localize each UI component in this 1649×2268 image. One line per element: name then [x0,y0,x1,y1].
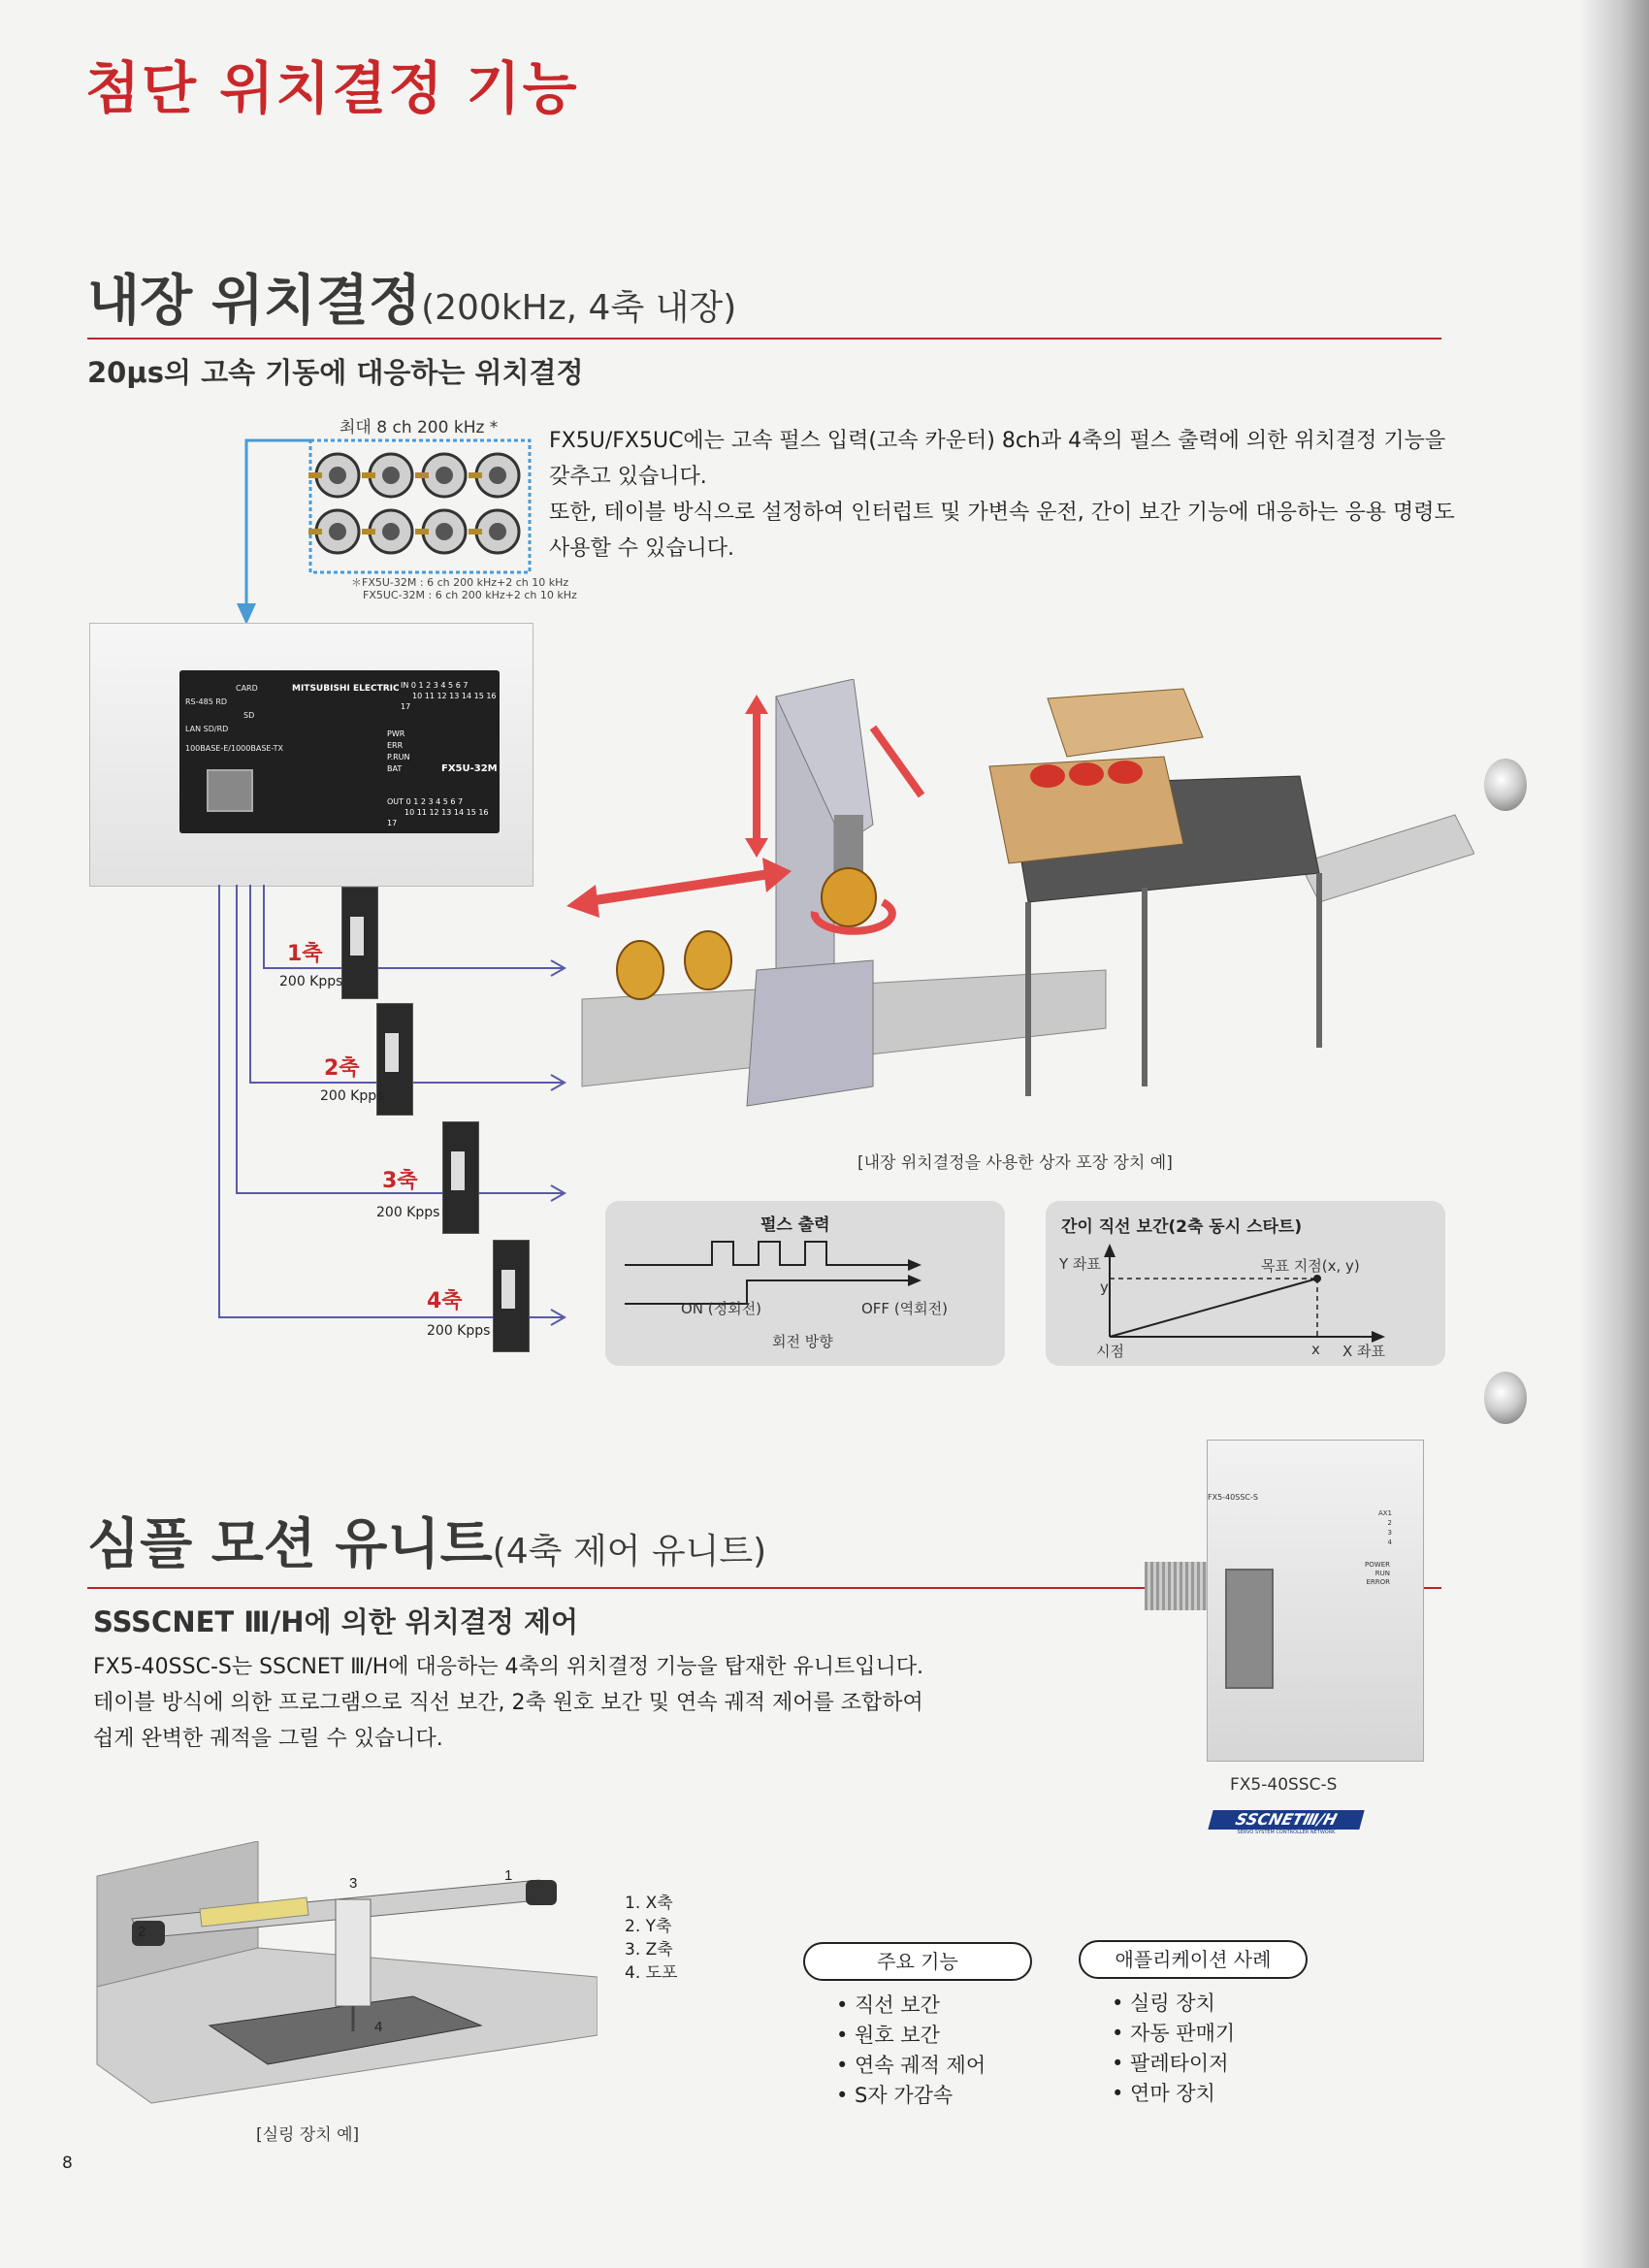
plc-input-leds [401,680,500,712]
binder-hole [1484,1372,1527,1424]
encoder-icon [469,454,519,497]
encoder-footnote [351,576,577,601]
module-led: 3 [1387,1529,1392,1537]
application-item: • 팔레타이저 [1112,2052,1229,2075]
axis2-label: 2축 [324,1056,360,1081]
jar [617,941,663,999]
held-jar [822,868,876,926]
plc-io-top: 0 1 2 3 4 5 6 7 [405,797,464,806]
plc-status: P.RUN [387,753,410,761]
section2-paragraph [93,1649,1063,1757]
section1-paragraph [549,423,1480,567]
axis4-rate: 200 Kpps [427,1323,491,1339]
ribbon-cable [1145,1562,1212,1610]
footnote-line: ＊FX5U-32M : 6 ch 200 kHz+2 ch 10 kHz [351,576,569,589]
section1-title [87,258,736,336]
interp-path [1110,1279,1317,1337]
page-number: 8 [62,2154,73,2173]
jar-lid [1108,761,1143,784]
paragraph-line: 갖추고 있습니다. [549,465,707,489]
rotation-direction-label: 회전 방향 [772,1333,833,1350]
section2-title-main: 심플 모션 유니트 [87,1513,493,1576]
pulse-line [625,1242,916,1265]
pulse-on-label: ON (정회전) [681,1300,761,1317]
paragraph-line: 테이블 방식에 의한 프로그램으로 직선 보간, 2축 원호 보간 및 연속 궤적 제어를 조합하여 [93,1691,923,1715]
sealing-legend-item: 2. Y축 [625,1917,672,1936]
axis2-rate: 200 Kpps [320,1088,384,1104]
arrow-head [1104,1244,1116,1257]
axis1-rate: 200 Kpps [279,974,343,989]
encoder-icon [469,510,519,553]
module-status: POWER [1365,1561,1390,1569]
plc-label: LAN SD/RD [185,725,229,733]
target-point [1313,1275,1321,1282]
features-title: 주요 기능 [803,1942,1032,1981]
robot-gripper [834,815,863,873]
cardboard-box-upper [1048,689,1203,757]
paragraph-line: FX5U/FX5UC에는 고속 펄스 입력(고속 카운터) 8ch과 4축의 펄스 출력에 의한 위치결정 기능을 [549,429,1446,453]
application-item: • 실링 장치 [1112,1992,1215,2015]
sealing-number: 2 [138,1924,146,1940]
sealing-number: 3 [349,1875,358,1892]
plc-port-labels [185,682,283,756]
jar-lid [1069,762,1104,786]
sealing-legend-item: 4. 도포 [625,1963,678,1983]
diagonal-move-arrow [873,728,922,795]
module-led: 4 [1387,1539,1392,1546]
paragraph-line: 또한, 테이블 방식으로 설정하여 인터럽트 및 가변속 운전, 간이 보간 기능에 대응하는 응용 명령도 [549,501,1455,525]
module-axis-leds [1334,1508,1392,1547]
encoder-icons [308,454,519,553]
module-caption: FX5-40SSC-S [1230,1775,1338,1795]
module-led: 2 [1387,1519,1392,1527]
pulse-output-panel [605,1201,1005,1366]
encoder-icon [362,454,412,497]
section2-title-suffix: (4축 제어 유니트) [492,1532,767,1571]
sealing-legend-item: 1. X축 [625,1894,673,1913]
encoder-icon [415,510,466,553]
interpolation-panel [1046,1201,1445,1366]
arrow-head [566,885,599,918]
plc-unit [89,623,534,887]
box-packing-machine-illustration [563,679,1474,1183]
arrow-head [745,838,768,858]
sscnet-tagline: SERVO SYSTEM CONTROLLER NETWORK [1237,1830,1336,1835]
paragraph-line: 사용할 수 있습니다. [549,536,734,561]
plc-status: BAT [387,764,403,773]
axis3-label: 3축 [382,1169,418,1193]
servo-amplifier [341,887,378,999]
jar [685,931,731,989]
plc-output-leds [387,796,500,828]
paragraph-line: FX5-40SSC-S는 SSCNET Ⅲ/H에 대응하는 4축의 위치결정 기능을 탑재한 유니트입니다. [93,1655,924,1679]
paragraph-line: 쉽게 완벽한 궤적을 그릴 수 있습니다. [93,1727,443,1751]
pulse-panel-title: 펄스 출력 [760,1215,830,1235]
x-axis-label: X 좌표 [1342,1343,1386,1360]
arrow-head [908,1275,922,1286]
section2-subtitle: SSSCNET Ⅲ/H에 의한 위치결정 제어 [93,1605,578,1638]
module-connector [1225,1569,1274,1689]
machine-caption: [내장 위치결정을 사용한 상자 포장 장치 예] [857,1153,1173,1173]
y-axis-label: Y 좌표 [1059,1255,1101,1273]
fx5-40ssc-module [1207,1440,1424,1762]
page-edge-shadow [1581,0,1649,2268]
module-top-label: FX5-40SSC-S [1208,1493,1258,1502]
start-label: 시점 [1096,1343,1124,1360]
encoder-icon [308,454,359,497]
plc-io-bottom: 10 11 12 13 14 15 16 17 [401,692,497,711]
section1-title-main: 내장 위치결정 [87,270,422,333]
plc-io-bottom: 10 11 12 13 14 15 16 17 [387,808,489,827]
plc-label: CARD [236,684,258,693]
z-axis-head [336,1899,371,2006]
axis3-rate: 200 Kpps [376,1205,440,1220]
sealing-legend-item: 3. Z축 [625,1940,673,1960]
application-item: • 자동 판매기 [1112,2022,1236,2045]
horizontal-move-arrow [582,873,776,902]
servo-amplifier [493,1240,530,1352]
encoder-wire [246,440,310,611]
encoder-wire-arrow [237,603,256,625]
sscnet-logo [1211,1810,1362,1837]
sealing-caption: [실링 장치 예] [256,2125,360,2145]
sealing-legend [625,1892,677,1985]
pulse-off-label: OFF (역회전) [861,1300,949,1317]
servo-motor [526,1880,557,1905]
encoder-icon [308,510,359,553]
sealing-machine-illustration [93,1841,598,2113]
plc-status-leds [387,729,410,775]
axis4-label: 4축 [427,1289,463,1313]
jar-lid [1030,764,1065,788]
robot-base [747,960,873,1106]
conveyor-right [1300,815,1474,902]
lan-port [207,769,253,812]
plc-in-label: IN [401,681,409,690]
module-led: AX1 [1377,1509,1392,1517]
target-label: 목표 지점(x, y) [1261,1257,1360,1275]
plc-status: PWR [387,729,405,738]
plc-out-label: OUT [387,797,404,806]
application-item: • 연마 장치 [1112,2082,1215,2105]
section1-rule [87,338,1441,340]
plc-model: FX5U-32M [441,763,498,774]
x-mark: x [1311,1341,1320,1358]
plc-label: 100BASE-E/1000BASE-TX [185,744,283,753]
plc-status: ERR [387,741,404,750]
applications-list [1112,1989,1235,2109]
module-status: RUN [1374,1570,1390,1577]
plc-front-panel [179,670,500,833]
section2-title [87,1502,766,1579]
sscnet-logo-text: SSCNETⅢ/H [1208,1810,1364,1830]
section1-subtitle: 20μs의 고속 기동에 대응하는 위치결정 [87,356,584,389]
applications-title: 애플리케이션 사례 [1079,1940,1308,1979]
encoder-label: 최대 8 ch 200 kHz * [340,418,499,437]
features-list [836,1991,986,2111]
y-mark: y [1100,1279,1109,1296]
feature-item: • 원호 보간 [836,2024,940,2047]
servo-amplifier [442,1121,479,1234]
axis1-label: 1축 [287,942,323,966]
encoder-icon [415,454,466,497]
plc-label: RS-485 RD [185,697,228,706]
plc-brand: MITSUBISHI ELECTRIC [292,684,400,694]
interp-panel-title: 간이 직선 보간(2축 동시 스타트) [1061,1217,1303,1237]
plc-io-top: 0 1 2 3 4 5 6 7 [410,681,469,690]
footnote-line: FX5UC-32M : 6 ch 200 kHz+2 ch 10 kHz [363,589,577,601]
feature-item: • 직선 보간 [836,1993,940,2017]
plc-label: SD [243,711,255,720]
binder-hole [1484,759,1527,811]
arrow-head [908,1259,922,1271]
feature-item: • 연속 궤적 제어 [836,2054,986,2077]
section1-title-suffix: (200kHz, 4축 내장) [421,288,737,328]
sealing-number: 4 [374,2019,383,2035]
feature-item: • S자 가감속 [836,2084,954,2107]
sealing-number: 1 [504,1867,513,1884]
page-title: 첨단 위치결정 기능 [85,55,579,121]
module-status-leds [1305,1561,1390,1587]
arrow-head [745,695,768,714]
module-status: ERROR [1366,1578,1390,1586]
encoder-icon [362,510,412,553]
